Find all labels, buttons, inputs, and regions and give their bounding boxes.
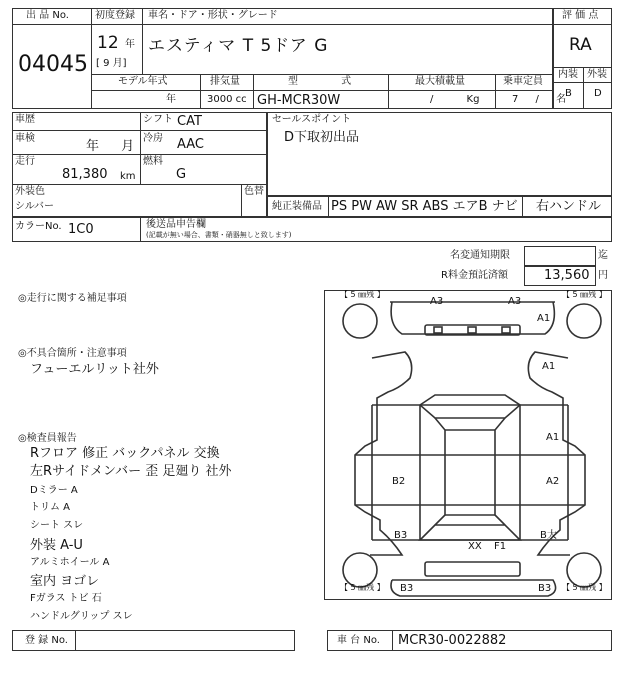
color-label: 外装色 [15, 186, 45, 197]
model-code-label: 型 式 [288, 76, 352, 87]
inspection-value: 年 月 [86, 139, 135, 154]
name-change-unit: 迄 [598, 250, 608, 261]
front-bumper [390, 302, 555, 334]
inspector-line: 外装 A-U [30, 538, 83, 553]
registration-year-unit: 年 [125, 39, 135, 50]
inspector-label: ◎検査員報告 [18, 433, 77, 444]
inspector-line: Dミラー A [30, 485, 78, 496]
inspector-line: アルミホイール A [30, 557, 110, 568]
damage-mark-a2: A2 [546, 476, 560, 487]
inspector-line: 左Rサイドメンバー 歪 足廻り 社外 [30, 464, 232, 479]
tire-depth-front-left: 【 5 ㎜残 】 [340, 290, 385, 299]
aftermarket-note: (記載が無い場合、書類・硝器無しと致します) [146, 231, 292, 239]
color-no-label: カラーNo. [15, 221, 62, 232]
tire-rear-right [567, 553, 601, 587]
damage-mark-f1: F1 [494, 541, 507, 552]
max-load-label: 最大積載量 [415, 76, 465, 87]
rear-bumper [391, 580, 556, 596]
rear-window [420, 525, 520, 540]
damage-mark-b2: B2 [392, 476, 406, 487]
sales-point-value: D下取初出品 [284, 130, 360, 145]
mileage-value: 81,380 [62, 167, 108, 182]
damage-mark-b-large: B大 [540, 530, 557, 541]
tire-front-right [567, 304, 601, 338]
recycle-unit: 円 [598, 270, 608, 281]
defects-label: ◎不具合箇所・注意事項 [18, 348, 127, 359]
damage-mark-b3-rear-right: B3 [538, 583, 552, 594]
sales-point-label: セールスポイント [272, 114, 352, 125]
inspector-line: Fガラス トビ 石 [30, 593, 102, 604]
car-name-label: 車名・ドア・形状・グレード [148, 10, 278, 21]
inspector-line: 室内 ヨゴレ [30, 574, 100, 589]
interior-label: 内装 [558, 69, 578, 80]
tire-depth-rear-right: 【 5 ㎜残 】 [562, 583, 607, 592]
fuel-value: G [176, 167, 187, 182]
name-change-label: 名変通知期限 [450, 250, 510, 261]
car-name-value: エスティマ T 5ドア G [148, 36, 329, 56]
damage-mark-a1-top: A1 [537, 313, 551, 324]
shift-label: シフト [143, 114, 173, 125]
history-label: 車歴 [15, 114, 35, 125]
damage-mark-a1-fender: A1 [542, 361, 556, 372]
inspector-line: シート スレ [30, 520, 84, 531]
inspector-line: ハンドルグリップ スレ [30, 611, 133, 622]
damage-mark-a1-door: A1 [546, 432, 560, 443]
equipment-label: 純正装備品 [272, 201, 322, 212]
ac-label: 冷房 [143, 133, 163, 144]
side-right [528, 352, 585, 555]
fuel-label: 燃料 [143, 156, 163, 167]
damage-mark-b3-rear: B3 [400, 583, 414, 594]
ac-value: AAC [177, 137, 204, 152]
interior-grade: B [565, 88, 572, 99]
defects-value: フューエルリット社外 [30, 362, 159, 377]
equipment-value: PS PW AW SR ABS エアB ナビ [331, 199, 518, 214]
lot-label: 出 品 No. [26, 10, 69, 21]
recycle-label: R料金預託済額 [441, 270, 508, 281]
chassis-number-label: 車 台 No. [337, 635, 380, 646]
color-value: シルバー [15, 201, 55, 212]
capacity-label: 乗車定員 [503, 76, 543, 87]
roof [435, 418, 505, 525]
steering-value: 右ハンドル [536, 199, 602, 214]
windshield [420, 395, 520, 418]
rear-plate [425, 562, 520, 576]
model-code-value: GH-MCR30W [257, 93, 341, 108]
tire-rear-left [343, 553, 377, 587]
mileage-label: 走行 [15, 156, 35, 167]
tire-depth-rear-left: 【 5 ㎜残 】 [340, 583, 385, 592]
inspection-label: 車検 [15, 133, 35, 144]
damage-mark-xx: XX [468, 541, 482, 552]
rating-value: RA [569, 35, 592, 55]
first-registration-label: 初度登録 [95, 10, 135, 21]
mileage-unit: km [120, 171, 136, 182]
tire-front-left [343, 304, 377, 338]
displacement-label: 排気量 [210, 76, 240, 87]
damage-mark-b3-left: B3 [394, 530, 408, 541]
repaint-label: 色替 [244, 186, 264, 197]
exterior-label: 外装 [587, 69, 607, 80]
tire-depth-front-right: 【 5 ㎜残 】 [562, 290, 607, 299]
exterior-grade: D [594, 88, 602, 99]
model-year-unit: 年 [166, 94, 176, 105]
driving-notes-label: ◎走行に関する補足事項 [18, 293, 127, 304]
aftermarket-label: 後送品申告欄 [146, 219, 206, 230]
registration-number-label: 登 録 No. [25, 635, 68, 646]
registration-month: [ 9 月] [96, 58, 127, 69]
capacity-value: 7 / 名 [512, 94, 567, 105]
body-outline [355, 405, 585, 540]
max-load-value: / Kg [430, 94, 480, 105]
rating-label: 評 価 点 [562, 10, 599, 21]
displacement-value: 3000 cc [207, 94, 247, 105]
registration-year: 12 [97, 33, 119, 53]
damage-mark-a3-right: A3 [508, 296, 522, 307]
side-left [355, 352, 412, 555]
damage-mark-a3-left: A3 [430, 296, 444, 307]
model-year-label: モデル年式 [118, 76, 168, 87]
shift-value: CAT [177, 114, 202, 129]
inspector-line: Rフロア 修正 バックパネル 交換 [30, 446, 220, 461]
lot-number: 04045 [18, 52, 88, 77]
inspector-line: トリム A [30, 502, 71, 513]
recycle-value: 13,560 [544, 268, 590, 283]
color-no-value: 1C0 [68, 222, 94, 237]
chassis-number-value: MCR30-0022882 [398, 633, 507, 648]
